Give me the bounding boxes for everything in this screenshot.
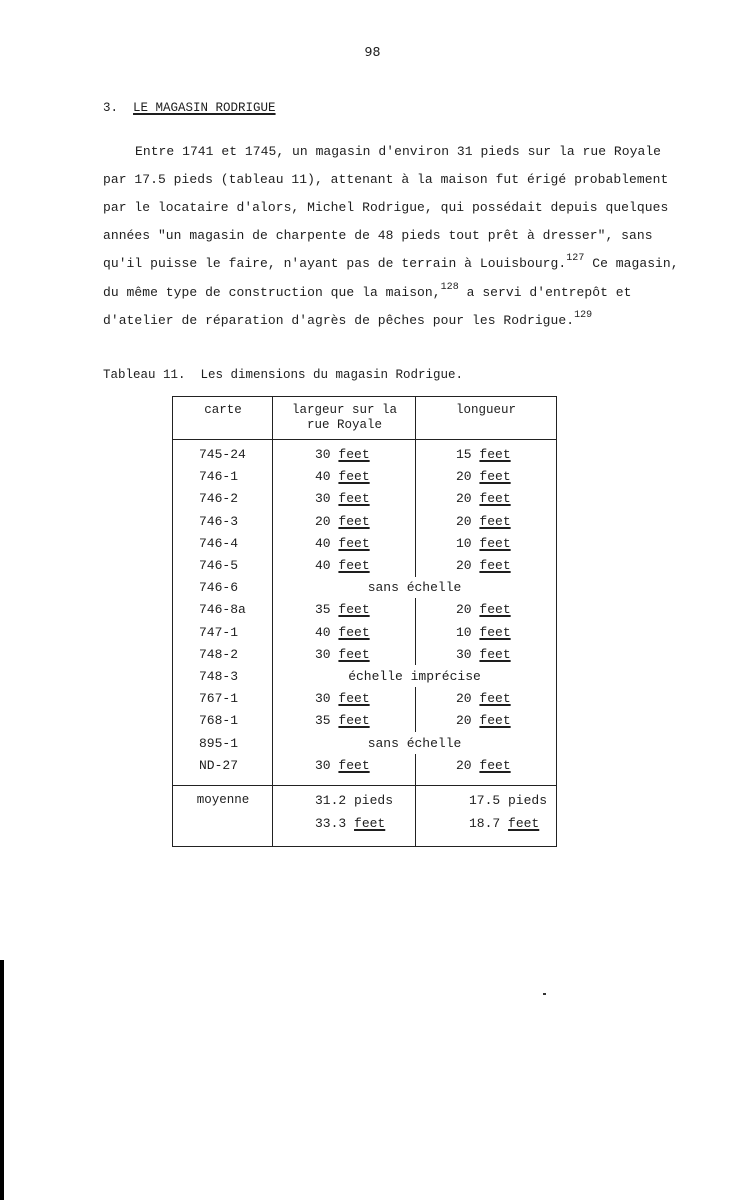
row-column-divider: [415, 709, 416, 732]
row-carte: 768-1: [199, 713, 239, 729]
row-longueur-value: 20: [456, 757, 472, 773]
line-text-after-note: a servi d'entrepôt et: [458, 285, 632, 300]
footnote-reference[interactable]: 128: [440, 282, 459, 293]
section-number: 3.: [103, 101, 119, 115]
row-longueur-value: 20: [456, 713, 472, 729]
row-longueur-value: 15: [456, 447, 472, 462]
row-longueur-unit: feet: [479, 513, 511, 529]
row-carte: 748-3: [199, 669, 239, 684]
row-longueur-unit: feet: [479, 491, 511, 507]
row-longueur-unit: feet: [479, 646, 511, 662]
line-text: Entre 1741 et 1745, un magasin d'environ 31 pieds sur la rue Royale: [135, 144, 662, 159]
row-largeur-unit: feet: [338, 447, 370, 462]
row-carte: 745-24: [199, 447, 246, 462]
row-longueur-unit: feet: [479, 469, 511, 485]
dimensions-table: [172, 396, 557, 847]
page-number: 98: [364, 44, 381, 59]
header-carte: carte: [204, 403, 242, 417]
row-largeur-unit: feet: [338, 757, 370, 773]
row-longueur-unit: feet: [479, 713, 511, 729]
line-text-after-note: Ce magasin,: [584, 256, 679, 271]
row-carte: 746-1: [199, 469, 239, 485]
row-longueur: [456, 758, 511, 773]
row-largeur-unit: feet: [338, 713, 370, 729]
header-largeur-line2: rue Royale: [306, 418, 382, 432]
row-column-divider: [415, 510, 416, 533]
table-caption: Tableau 11. Les dimensions du magasin Rodrigue.: [103, 368, 464, 382]
paragraph-line: [103, 172, 668, 187]
footer-largeur-feet: [315, 816, 385, 831]
row-longueur-value: 20: [456, 558, 472, 573]
row-longueur: [456, 713, 511, 728]
row-largeur-value: 35: [315, 713, 331, 729]
row-longueur-value: 20: [456, 691, 472, 707]
row-longueur-value: 30: [456, 646, 472, 662]
row-carte: 746-8a: [199, 602, 246, 618]
row-largeur: [315, 602, 370, 617]
row-largeur-unit: feet: [338, 513, 370, 529]
column-divider-2-top: [415, 439, 416, 445]
row-carte: 747-1: [199, 624, 239, 640]
footer-largeur-feet-value: 33.3: [315, 816, 347, 831]
line-text: par le locataire d'alors, Michel Rodrigue, qui possédait depuis quelques: [103, 200, 669, 215]
footer-longueur-feet-value: 18.7: [469, 816, 501, 831]
row-largeur: [315, 625, 370, 640]
row-largeur: [315, 447, 370, 462]
footer-largeur-unit: feet: [354, 816, 386, 831]
row-largeur-value: 40: [315, 558, 331, 573]
row-largeur: [315, 491, 370, 506]
row-longueur: [456, 647, 511, 662]
row-largeur-value: 35: [315, 602, 331, 618]
row-longueur: [456, 625, 511, 640]
column-divider-1: [272, 397, 273, 846]
column-divider-2-header: [415, 397, 416, 439]
row-carte: 895-1: [199, 735, 239, 751]
row-column-divider: [415, 598, 416, 621]
row-span-note: sans échelle: [367, 580, 462, 596]
row-largeur-unit: feet: [338, 624, 370, 640]
footer-longueur-unit: feet: [508, 816, 540, 831]
scan-speck: [543, 993, 546, 995]
row-longueur-unit: feet: [479, 602, 511, 618]
row-carte: 746-6: [199, 580, 239, 596]
footer-label: moyenne: [196, 793, 250, 807]
footer-largeur-pieds: 31.2 pieds: [315, 793, 394, 808]
row-longueur-value: 10: [456, 624, 472, 640]
header-divider: [173, 439, 556, 440]
row-column-divider: [415, 687, 416, 710]
footnote-reference[interactable]: 127: [566, 253, 585, 264]
row-largeur-value: 40: [315, 535, 331, 551]
row-longueur-unit: feet: [479, 691, 511, 707]
row-largeur-value: 30: [315, 691, 331, 707]
row-largeur-value: 30: [315, 757, 331, 773]
line-text: qu'il puisse le faire, n'ayant pas de terrain à Louisbourg.: [103, 256, 567, 271]
header-largeur: [273, 403, 416, 433]
column-divider-2-bottom: [415, 776, 416, 785]
row-largeur: [315, 514, 370, 529]
column-divider-2-footer: [415, 785, 416, 846]
row-largeur: [315, 647, 370, 662]
row-span-note: échelle imprécise: [348, 669, 481, 684]
row-longueur: [456, 691, 511, 706]
row-longueur: [456, 491, 511, 506]
row-largeur-value: 30: [315, 447, 331, 462]
row-longueur-value: 20: [456, 513, 472, 529]
paragraph-line: [103, 282, 632, 300]
row-longueur: [456, 469, 511, 484]
row-longueur-unit: feet: [479, 447, 511, 462]
row-longueur-value: 10: [456, 535, 472, 551]
row-longueur: [456, 536, 511, 551]
row-largeur-unit: feet: [338, 602, 370, 618]
row-column-divider: [415, 443, 416, 466]
row-longueur-value: 20: [456, 469, 472, 485]
footer-longueur-pieds: 17.5 pieds: [469, 793, 548, 808]
row-longueur: [456, 602, 511, 617]
row-longueur: [456, 558, 511, 573]
row-largeur-value: 40: [315, 469, 331, 485]
footer-divider: [173, 785, 556, 786]
row-largeur-unit: feet: [338, 535, 370, 551]
line-text: par 17.5 pieds (tableau 11), attenant à la maison fut érigé probablement: [103, 172, 669, 187]
row-column-divider: [415, 532, 416, 555]
footer-longueur-feet: [469, 816, 539, 831]
header-longueur: longueur: [455, 403, 516, 417]
line-text: du même type de construction que la maison,: [103, 285, 441, 300]
row-longueur: [456, 447, 511, 462]
line-text: années "un magasin de charpente de 48 pieds tout prêt à dresser", sans: [103, 228, 653, 243]
row-longueur: [456, 514, 511, 529]
line-text: d'atelier de réparation d'agrès de pêches pour les Rodrigue.: [103, 313, 575, 328]
row-carte: 746-2: [199, 491, 239, 507]
row-carte: 767-1: [199, 691, 239, 707]
row-longueur-value: 20: [456, 602, 472, 618]
row-column-divider: [415, 643, 416, 666]
footnote-reference[interactable]: 129: [574, 310, 593, 321]
row-longueur-unit: feet: [479, 624, 511, 640]
row-largeur: [315, 469, 370, 484]
row-column-divider: [415, 754, 416, 777]
section-heading: [103, 101, 276, 115]
scan-edge-bar: [0, 960, 4, 1200]
row-largeur-value: 20: [315, 513, 331, 529]
paragraph-line: [103, 310, 593, 328]
row-largeur-unit: feet: [338, 691, 370, 707]
row-carte: 746-4: [199, 535, 239, 551]
row-longueur-value: 20: [456, 491, 472, 507]
header-largeur-line1: largeur sur la: [291, 403, 398, 417]
row-longueur-unit: feet: [479, 757, 511, 773]
paragraph-line: [103, 228, 653, 243]
row-largeur: [315, 758, 370, 773]
row-largeur-value: 30: [315, 646, 331, 662]
row-largeur-unit: feet: [338, 646, 370, 662]
row-largeur: [315, 536, 370, 551]
paragraph-line: [103, 253, 679, 271]
row-largeur-unit: feet: [338, 558, 370, 573]
row-largeur-value: 40: [315, 624, 331, 640]
row-largeur-value: 30: [315, 491, 331, 507]
section-title: LE MAGASIN RODRIGUE: [133, 101, 276, 115]
paragraph-line: [135, 144, 661, 159]
row-carte: ND-27: [199, 757, 239, 773]
row-largeur-unit: feet: [338, 491, 370, 507]
row-largeur: [315, 558, 370, 573]
row-column-divider: [415, 621, 416, 644]
row-carte: 746-3: [199, 513, 239, 529]
row-column-divider: [415, 554, 416, 577]
row-carte: 748-2: [199, 646, 239, 662]
row-longueur-unit: feet: [479, 558, 511, 573]
row-largeur-unit: feet: [338, 469, 370, 485]
row-carte: 746-5: [199, 558, 239, 573]
row-largeur: [315, 691, 370, 706]
row-largeur: [315, 713, 370, 728]
paragraph-line: [103, 200, 668, 215]
row-column-divider: [415, 487, 416, 510]
row-span-note: sans échelle: [367, 735, 462, 751]
row-longueur-unit: feet: [479, 535, 511, 551]
row-column-divider: [415, 465, 416, 488]
